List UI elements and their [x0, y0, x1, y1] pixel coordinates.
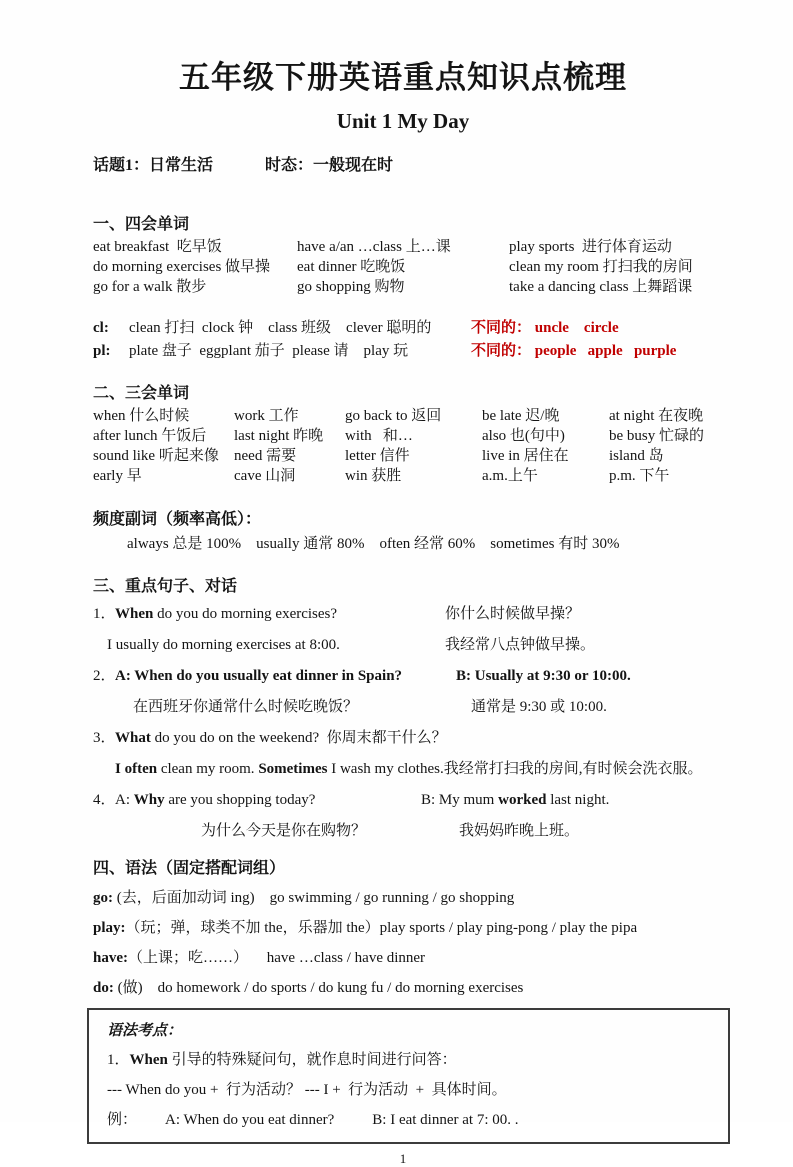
vocab-entry: also 也(句中) — [482, 428, 565, 444]
cl-different-label: 不同的： — [471, 320, 532, 336]
box-rest: 引导的特殊疑问句，就作息时间进行问答： — [167, 1052, 457, 1068]
section-heading-grammar: 四、语法（固定搭配词组） — [93, 860, 286, 877]
grammar-desc: (做) — [113, 980, 158, 996]
question-rest: are you shopping today? — [164, 792, 316, 808]
question-cn: 你什么时候做早操？ — [445, 606, 581, 622]
vocab-entry: sound like 听起来像 — [93, 448, 219, 464]
question-en — [93, 666, 456, 686]
box-line — [107, 1050, 712, 1070]
grammar-examples: do homework / do sports / do kung fu / do morning exercises — [157, 980, 524, 996]
cl-different-words: uncle circle — [534, 320, 619, 336]
sentence-line — [93, 604, 713, 624]
dialog-b-rest: last night. — [546, 792, 610, 808]
answer-cn: 我经常八点钟做早操。 — [445, 637, 596, 653]
grammar-keyword: play: — [93, 920, 126, 936]
question-keyword: What — [115, 730, 151, 746]
item-number: 1． — [107, 1052, 130, 1068]
answer-en: I usually do morning exercises at 8:00. — [107, 637, 340, 653]
vocab-entry: p.m. 下午 — [609, 468, 670, 484]
example-question: A: When do you eat dinner? — [165, 1112, 335, 1128]
item-number: 3． — [93, 730, 116, 746]
question-en — [93, 790, 421, 810]
answer-rest: clean my room. — [157, 761, 259, 777]
box-title: 语法考点： — [107, 1023, 183, 1039]
pl-row — [93, 340, 713, 363]
phonics-rows — [93, 317, 713, 363]
grammar-item — [93, 948, 713, 969]
question-keyword: When — [115, 606, 154, 622]
sentence-line — [93, 697, 713, 717]
vocab-entry: be busy 忙碌的 — [609, 428, 704, 444]
dialog-a: A: When do you usually eat dinner in Spain? — [115, 668, 403, 684]
tense-label: 时态：一般现在时 — [265, 157, 394, 174]
vocab-entry: play sports 进行体育运动 — [509, 239, 672, 255]
grammar-item — [93, 978, 713, 999]
section-heading-words4: 一、四会单词 — [93, 216, 190, 233]
pl-words: plate 盘子 eggplant 茄子 please 请 play 玩 — [129, 343, 409, 359]
dialog-b: B: Usually at 9:30 or 10:00. — [456, 668, 631, 684]
box-line — [107, 1110, 712, 1130]
grammar-examples: play sports / play ping-pong / play the pipa — [379, 920, 638, 936]
example-label: 例： — [107, 1112, 138, 1128]
page-number: 1 — [399, 1151, 407, 1166]
question-cn: 在西班牙你通常什么时候吃晚饭？ — [133, 699, 359, 715]
grammar-desc: （上课；吃……） — [128, 950, 267, 966]
vocab-entry: go back to 返回 — [345, 408, 442, 424]
vocab-entry: eat dinner 吃晚饭 — [297, 259, 406, 275]
section-heading-words3: 二、三会单词 — [93, 385, 190, 402]
vocab-entry: when 什么时候 — [93, 408, 190, 424]
grammar-desc: (去，后面加动词 ing) — [113, 890, 270, 906]
item-number: 4． — [93, 792, 116, 808]
dialog-a-prefix: A: — [115, 792, 134, 808]
sentence-line — [93, 759, 713, 779]
answer-keyword: worked — [498, 792, 547, 808]
sentence-line — [93, 666, 713, 686]
vocab-entry: work 工作 — [234, 408, 299, 424]
vocab-entry: go for a walk 散步 — [93, 279, 207, 295]
grammar-item — [93, 888, 713, 909]
vocab-entry: early 早 — [93, 468, 142, 484]
vocab-entry: with 和… — [345, 428, 413, 444]
pl-label: pl: — [93, 343, 111, 359]
grammar-points-box — [87, 1008, 730, 1144]
topic-line — [93, 152, 713, 175]
vocab-entry: need 需要 — [234, 448, 297, 464]
sentence-line — [93, 728, 713, 748]
topic-label: 话题1：日常生活 — [93, 157, 214, 174]
pl-different-label: 不同的： — [471, 343, 532, 359]
grammar-keyword: have: — [93, 950, 128, 966]
cl-row — [93, 317, 713, 340]
question-en — [93, 728, 447, 748]
question-en — [93, 604, 445, 624]
sentences-list — [93, 604, 713, 841]
item-number: 1． — [93, 606, 116, 622]
sentence-line — [93, 821, 713, 841]
words4-table — [93, 237, 713, 297]
grammar-item — [93, 918, 713, 939]
grammar-examples: have …class / have dinner — [266, 950, 426, 966]
vocab-entry: win 获胜 — [345, 468, 402, 484]
vocab-entry: a.m.上午 — [482, 468, 538, 484]
grammar-list — [93, 888, 713, 999]
sentence-line — [93, 635, 713, 655]
cl-words: clean 打扫 clock 钟 class 班级 clever 聪明的 — [129, 320, 432, 336]
frequency-line: always 总是 100% usually 通常 80% often 经常 60% sometimes 有时 30% — [127, 536, 620, 552]
answer-cn: 我妈妈昨晚上班。 — [459, 823, 580, 839]
question-cn: 为什么今天是你在购物？ — [201, 823, 367, 839]
question-rest: do you do morning exercises? — [153, 606, 338, 622]
vocab-entry: cave 山洞 — [234, 468, 296, 484]
vocab-entry: live in 居住在 — [482, 448, 569, 464]
vocab-entry: take a dancing class 上舞蹈课 — [509, 279, 693, 295]
cl-label: cl: — [93, 320, 109, 336]
box-keyword: When — [129, 1052, 168, 1068]
vocab-entry: island 岛 — [609, 448, 664, 464]
vocab-entry: do morning exercises 做早操 — [93, 259, 271, 275]
box-line: --- When do you + 行为活动？ --- I + 行为活动 + 具体时间。 — [107, 1082, 507, 1098]
question-rest: do you do on the weekend? 你周末都干什么？ — [150, 730, 447, 746]
vocab-entry: eat breakfast 吃早饭 — [93, 239, 222, 255]
vocab-entry: have a/an …class 上…课 — [297, 239, 451, 255]
answer-rest: I wash my clothes.我经常打扫我的房间,有时候会洗衣服。 — [327, 761, 703, 777]
vocab-entry: after lunch 午饭后 — [93, 428, 207, 444]
dialog-b — [421, 790, 609, 810]
vocab-entry: be late 迟/晚 — [482, 408, 560, 424]
example-answer: B: I eat dinner at 7: 00. . — [372, 1112, 519, 1128]
vocab-entry: go shopping 购物 — [297, 279, 405, 295]
pl-different-words: people apple purple — [534, 343, 677, 359]
dialog-b-prefix: B: My mum — [421, 792, 499, 808]
grammar-keyword: go: — [93, 890, 113, 906]
words3-table — [93, 406, 713, 486]
answer-en — [115, 759, 702, 779]
grammar-examples: go swimming / go running / go shopping — [269, 890, 515, 906]
answer-keyword: I often — [115, 761, 158, 777]
item-number: 2． — [93, 668, 116, 684]
answer-cn: 通常是 9:30 或 10:00. — [471, 699, 607, 715]
section-heading-sentences: 三、重点句子、对话 — [93, 578, 238, 595]
grammar-keyword: do: — [93, 980, 114, 996]
frequency-heading: 频度副词（频率高低）： — [93, 511, 262, 528]
unit-title: Unit 1 My Day — [336, 109, 470, 133]
vocab-entry: letter 信件 — [345, 448, 410, 464]
question-keyword: Why — [133, 792, 165, 808]
vocab-entry: clean my room 打扫我的房间 — [509, 259, 693, 275]
vocab-entry: at night 在夜晚 — [609, 408, 704, 424]
answer-keyword: Sometimes — [258, 761, 328, 777]
sentence-line — [93, 790, 713, 810]
grammar-desc: （玩；弹，球类不加 the，乐器加 the） — [125, 920, 380, 936]
vocab-entry: last night 昨晚 — [234, 428, 324, 444]
page-title: 五年级下册英语重点知识点梳理 — [179, 60, 627, 95]
